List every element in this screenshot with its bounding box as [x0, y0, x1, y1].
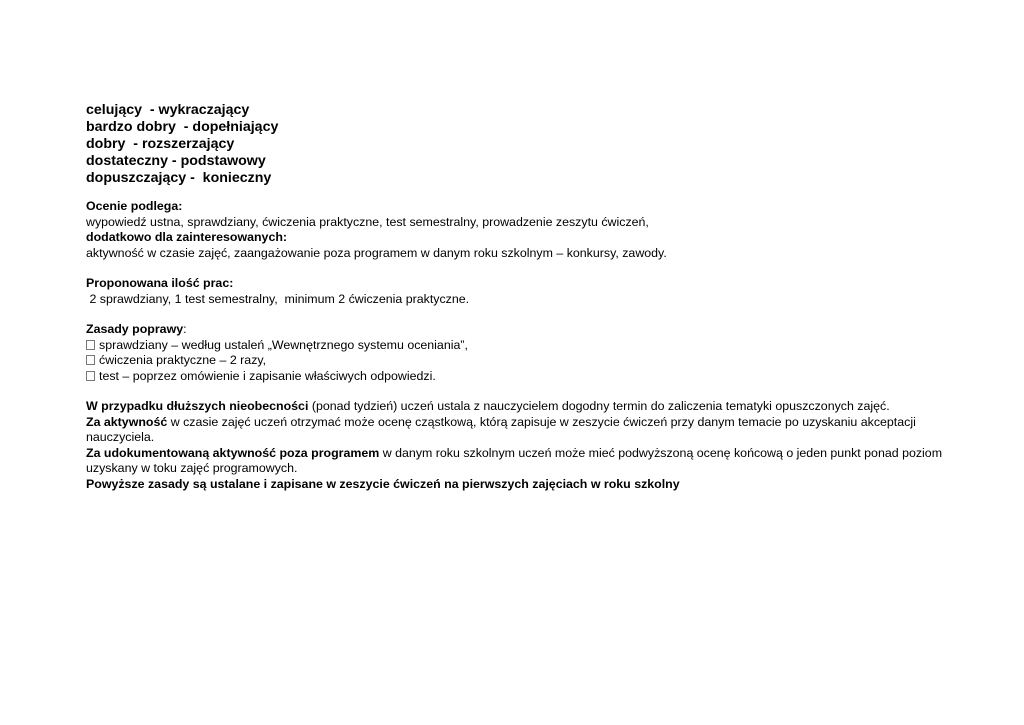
corrections-heading: Zasady poprawy	[86, 322, 184, 336]
rule-activity-bold: Za aktywność	[86, 414, 168, 429]
works-section	[86, 276, 986, 307]
rule-documented	[86, 446, 986, 477]
bullet-box-icon	[86, 355, 95, 365]
grade-line-bardzo-dobry: bardzo dobry - dopełniający	[86, 119, 279, 135]
rule-documented-text: w danym roku szkolnym uczeń może mieć podwyższoną ocenę końcową o jeden punkt ponad poziom uzyskany w toku zajęć programowych.	[86, 445, 943, 475]
assessed-heading: Ocenie podlega:	[86, 199, 183, 213]
rule-absence	[86, 399, 986, 415]
bullet-box-icon	[86, 371, 95, 381]
assessed-section	[86, 199, 986, 261]
grade-line-dobry: dobry - rozszerzający	[86, 136, 235, 152]
rule-final: Powyższe zasady są ustalane i zapisane w zeszycie ćwiczeń na pierwszych zajęciach w roku szkolny	[86, 476, 680, 491]
corrections-heading-line	[86, 322, 986, 338]
works-heading: Proponowana ilość prac:	[86, 276, 234, 290]
assessed-text: wypowiedź ustna, sprawdziany, ćwiczenia praktyczne, test semestralny, prowadzenie zeszytu ćwiczeń,	[86, 214, 649, 229]
grade-line-celujacy: celujący - wykraczający	[86, 102, 250, 118]
bullet-box-icon	[86, 340, 95, 350]
rule-activity	[86, 415, 986, 446]
rule-absence-text: (ponad tydzień) uczeń ustala z nauczycielem dogodny termin do zaliczenia tematyki opuszczonych zajęć.	[308, 399, 890, 413]
works-text: 2 sprawdziany, 1 test semestralny, minimum 2 ćwiczenia praktyczne.	[86, 291, 470, 306]
assessed-extra-text: aktywność w czasie zajęć, zaangażowanie poza programem w danym roku szkolnym – konkursy, zawody.	[86, 245, 667, 260]
grades-list	[86, 102, 986, 187]
list-item	[86, 353, 986, 369]
document-page	[86, 102, 986, 492]
correction-item-text: test – poprzez omówienie i zapisanie właściwych odpowiedzi.	[99, 368, 436, 383]
corrections-colon: :	[183, 322, 187, 336]
rule-activity-text: w czasie zajęć uczeń otrzymać może ocenę cząstkową, którą zapisuje w zeszycie ćwiczeń przy danym temacie po uzyskaniu akceptacji nauczyciela.	[86, 414, 916, 444]
correction-item-text: sprawdziany – według ustaleń „Wewnętrznego systemu oceniania”,	[99, 337, 468, 352]
list-item	[86, 369, 986, 385]
corrections-section	[86, 322, 986, 384]
assessed-extra-heading: dodatkowo dla zainteresowanych:	[86, 230, 288, 244]
rule-absence-bold: W przypadku dłuższych nieobecności	[86, 399, 309, 413]
rule-documented-bold: Za udokumentowaną aktywność poza programem	[86, 445, 380, 460]
grade-line-dostateczny: dostateczny - podstawowy	[86, 153, 266, 169]
list-item	[86, 338, 986, 354]
rules-section	[86, 399, 986, 492]
correction-item-text: ćwiczenia praktyczne – 2 razy,	[99, 353, 267, 367]
grade-line-dopuszczajacy: dopuszczający - konieczny	[86, 170, 272, 186]
